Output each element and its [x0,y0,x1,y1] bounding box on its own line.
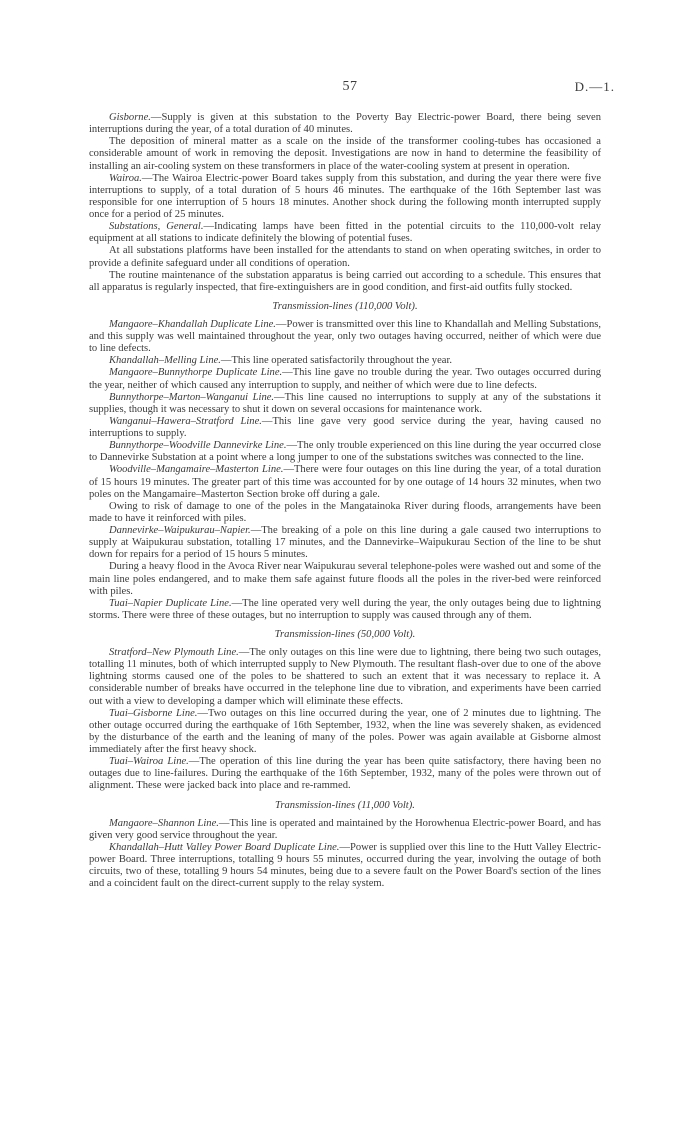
paragraph-lead: Dannevirke–Waipukurau–Napier. [109,525,251,536]
paragraph [89,708,601,757]
paragraph [89,355,601,367]
paragraph [89,270,601,294]
paragraph-text: —This line gave no trouble during the year. Two outages occurred during the year, neither of which caused any interruption to supply, and neither of which were due to line defects. [89,367,601,391]
paragraph-text: —The Wairoa Electric-power Board takes supply from this substation, and during the year there were five interruptions to supply, of a total duration of 5 hours 46 minutes. The earthquake of the 16th September last was responsible for one interruption of 5 hours 18 minutes. Another shock during the following month interrupted supply once for a period of 25 minutes. [89,172,601,220]
section-heading: Transmission-lines (110,000 Volt). [272,300,418,312]
paragraph-text: —There were four outages on this line during the year, of a total duration of 15 hours 19 minutes. The greater part of this time was accounted for by one outage of 14 hours 32 minutes, when two poles on the Mangamaire–Masterton Section broke off during a gale. [89,464,601,500]
paragraph-text: The deposition of mineral matter as a scale on the inside of the transformer cooling-tubes has occasioned a considerable amount of work in removing the deposit. Investigations are now in hand to determine the feasibility of installing an air-cooling system on these transformers in place of the water-cooling system at present in operation. [89,136,601,172]
paragraph [89,173,601,222]
paragraph [89,367,601,391]
paragraph [89,319,601,355]
paragraph-lead: Mangaore–Shannon Line. [109,817,219,829]
paragraph-lead: Gisborne. [109,112,151,123]
document-code: D.—1. [574,79,615,94]
paragraph-lead: Tuai–Wairoa Line. [109,756,189,768]
paragraph-text: —This line gave very good service during the year, having caused no interruptions to supply. [89,415,601,439]
paragraph-text: Owing to risk of damage to one of the poles in the Mangatainoka River during floods, arrangements have been made to have it reinforced with piles. [89,500,601,524]
paragraph-text: —Indicating lamps have been fitted in the potential circuits to the 110,000-volt relay equipment at all stations to indicate definitely the blowing of potential fuses. [89,221,601,245]
paragraph [89,245,601,269]
section-heading: Transmission-lines (50,000 Volt). [274,629,416,640]
paragraph-text: —This line caused no interruptions to supply at any of the substations it supplies, though it was necessary to shut it down on several occasions for maintenance work. [89,391,601,415]
paragraph [89,136,601,172]
paragraph-lead: Khandallah–Hutt Valley Power Board Duplicate Line. [109,841,340,853]
paragraph [89,561,601,597]
paragraph-text: —The operation of this line during the year has been quite satisfactory, there having been no outages due to line-failures. During the earthquake of the 16th September, 1932, many of the poles were thrown out of alignment. These were jacked back into place and re-rammed. [89,756,601,792]
paragraph-lead: Woodville–Mangamaire–Masterton Line. [109,464,284,476]
paragraph [89,112,601,136]
paragraph [89,818,601,842]
paragraph-lead: Wairoa. [109,172,142,184]
paragraph-lead: Mangaore–Khandallah Duplicate Line. [109,318,276,330]
paragraph-lead: Substations, General. [109,221,204,233]
paragraph-lead: Bunnythorpe–Marton–Wanganui Line. [109,391,275,403]
paragraph [89,756,601,792]
paragraph-lead: Stratford–New Plymouth Line. [109,647,239,658]
paragraph [89,647,601,708]
paragraph-text: —Supply is given at this substation to the Poverty Bay Electric-power Board, there being seven interruptions during the year, of a total duration of 40 minutes. [89,112,601,136]
paragraph-lead: Bunnythorpe–Woodville Dannevirke Line. [109,440,287,452]
section-heading: Transmission-lines (11,000 Volt). [275,799,415,811]
paragraph [89,842,601,891]
paragraph-text: —This line operated satisfactorily throughout the year. [220,355,453,367]
paragraph [89,525,601,561]
paragraph [89,501,601,525]
page-number: 57 [342,79,358,94]
paragraph-text: During a heavy flood in the Avoca River near Waipukurau several telephone-poles were washed out and some of the main line poles endangered, and to make them safe against future floods all the poles in the river-bed were reinforced with piles. [89,561,601,597]
paragraph [89,598,601,622]
paragraph-text: —Power is transmitted over this line to Khandallah and Melling Substations, and this supply was well maintained throughout the year, only two outages having occurred, neither of which were due to line defects. [89,318,601,355]
paragraph-text: The routine maintenance of the substation apparatus is being carried out according to a schedule. This ensures that all apparatus is regularly inspected, that fire-extinguishers are in good condition, and first-aid outfits fully stocked. [89,269,601,293]
paragraph [89,464,601,500]
paragraph [89,440,601,464]
paragraph-lead: Tuai–Napier Duplicate Line. [109,597,232,609]
paragraph-lead: Khandallah–Melling Line. [109,355,221,367]
paragraph-lead: Wanganui–Hawera–Stratford Line. [109,415,262,427]
paragraph-text: —This line is operated and maintained by the Horowhenua Electric-power Board, and has given very good service throughout the year. [89,817,601,841]
paragraph-text: —The breaking of a pole on this line during a gale caused two interruptions to supply at Waipukurau substation, totalling 17 minutes, and the Dannevirke–Waipukurau Section of the line to be shut down for repairs for a period of 15 hours 5 minutes. [89,525,601,561]
paragraph-lead: Mangaore–Bunnythorpe Duplicate Line. [109,367,283,379]
paragraph-text: —The line operated very well during the year, the only outages being due to lightning storms. There were three of these outages, but no interruption to supply was caused through any of them. [89,597,601,621]
paragraph [89,416,601,440]
paragraph-text: —Two outages on this line occurred during the year, one of 2 minutes due to lightning. The other outage occurred during the earthquake of 16th September, 1932, when the line was severely shaken, as evidenced by the disturbance of the earth and the leaning of many of the poles. Power was again available at Gisborne almost immediately after the first heavy shock. [89,707,601,755]
paragraph-text: —Power is supplied over this line to the Hutt Valley Electric-power Board. Three interruptions, totalling 9 hours 55 minutes, occurred during the year, involving the outage of both circuits, two of these, totalling 9 hours 54 minutes, being due to a severe fault on the Power Board's section of the lines and a coincident fault on the direct-current supply to the relay system. [89,841,601,890]
paragraph [89,221,601,245]
paragraph-text: At all substations platforms have been installed for the attendants to stand on when operating switches, in order to provide a definite safeguard under all conditions of operation. [89,245,601,269]
document-body [89,112,601,890]
paragraph-text: —The only trouble experienced on this line during the year occurred close to Dannevirke Substation at a point where a long jumper to one of the substations switches was connected to the line. [89,440,602,464]
paragraph-text: —The only outages on this line were due to lightning, there being two such outages, totalling 11 minutes, both of which interrupted supply to New Plymouth. The resultant flash-over due to one of the above lightning storms caused one of the poles to be shattered to such an extent that it was necessary to replace it. A considerable number of breaks have occurred in the telephone line due to vibration, and experiments have been carried out with a view to developing a damper which will eliminate these effects. [89,647,602,707]
paragraph [89,392,601,416]
paragraph-lead: Tuai–Gisborne Line. [109,707,198,719]
